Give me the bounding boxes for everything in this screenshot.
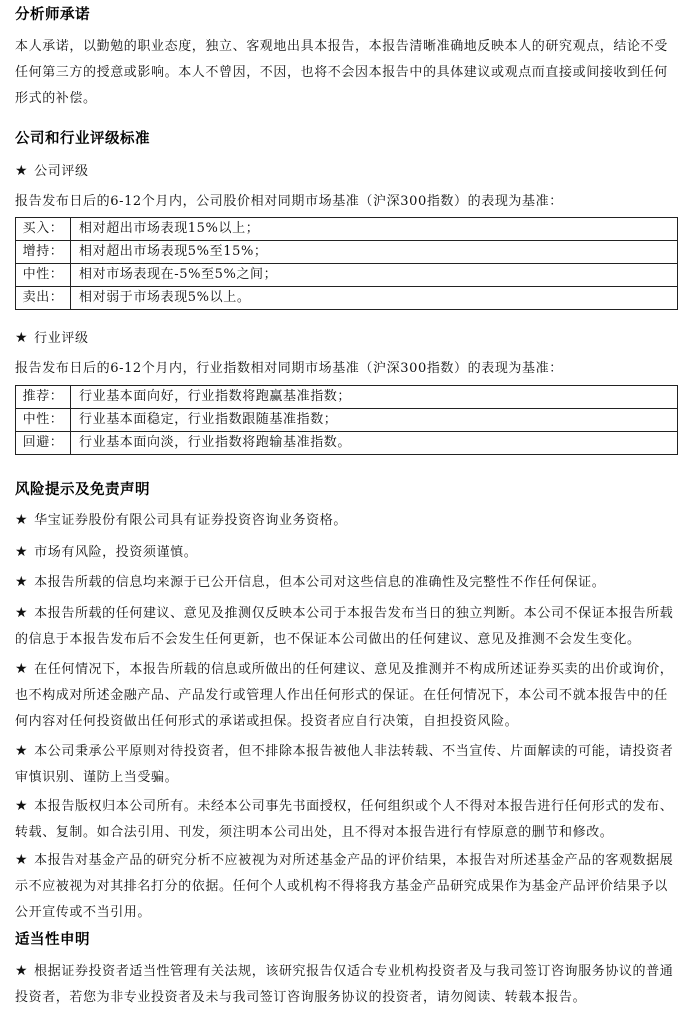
star-icon: ★ bbox=[15, 163, 29, 179]
disclaimer-item-text: 本报告所载的任何建议、意见及推测仅反映本公司于本报告发布当日的独立判断。本公司不保证本报告所载的信息于本报告发布后不会发生任何更新，也不保证本公司做出的任何建议、意见及推测不会发生变化。 bbox=[15, 606, 674, 647]
disclaimer-item bbox=[15, 847, 680, 926]
rating-desc: 相对弱于市场表现5%以上。 bbox=[71, 287, 678, 310]
company-rating-table bbox=[15, 217, 678, 310]
disclaimer-item-text: 在任何情况下，本报告所载的信息或所做出的任何建议、意见及推测并不构成所述证券买卖的出价或询价，也不构成对所述金融产品、产品发行或管理人作出任何形式的保证。在任何情况下，本公司不就本报告中的任何内容对任何投资做出任何形式的承诺或担保。投资者应自行决策，自担投资风险。 bbox=[15, 662, 674, 729]
rating-desc: 行业基本面稳定，行业指数跟随基准指数； bbox=[71, 409, 678, 432]
disclaimer-item bbox=[15, 738, 680, 791]
company-rating-subtitle-text: 公司评级 bbox=[34, 164, 89, 179]
company-rating-intro: 报告发布日后的6-12个月内，公司股价相对同期市场基准（沪深300指数）的表现为基准： bbox=[15, 194, 563, 209]
disclaimer-item-text: 本报告对基金产品的研究分析不应被视为对所述基金产品的评价结果，本报告对所述基金产品的客观数据展示不应被视为对其排名打分的依据。任何个人或机构不得将我方基金产品研究成果作为基金产品评价结果予以公开宣传或不当引用。 bbox=[15, 853, 674, 920]
rating-label: 推荐： bbox=[16, 386, 71, 409]
star-icon: ★ bbox=[15, 512, 29, 528]
disclaimer-item bbox=[15, 656, 680, 735]
rating-label: 中性： bbox=[16, 264, 71, 287]
table-row bbox=[16, 218, 678, 241]
analyst-pledge-body: 本人承诺，以勤勉的职业态度，独立、客观地出具本报告，本报告清晰准确地反映本人的研究观点，结论不受任何第三方的授意或影响。本人不曾因，不因，也将不会因本报告中的具体建议或观点而直接或间接收到任何形式的补偿。 bbox=[15, 39, 668, 106]
industry-rating-intro: 报告发布日后的6-12个月内，行业指数相对同期市场基准（沪深300指数）的表现为基准： bbox=[15, 361, 563, 376]
rating-desc: 相对超出市场表现15%以上； bbox=[71, 218, 678, 241]
disclaimer-item-text: 本报告所载的信息均来源于已公开信息，但本公司对这些信息的准确性及完整性不作任何保证。 bbox=[34, 575, 606, 590]
industry-rating-table bbox=[15, 385, 678, 455]
disclaimer-item bbox=[15, 539, 680, 566]
suitability-item bbox=[15, 958, 680, 1011]
disclaimer-item-text: 华宝证券股份有限公司具有证券投资咨询业务资格。 bbox=[34, 513, 347, 528]
table-row bbox=[16, 287, 678, 310]
disclaimer-item bbox=[15, 507, 680, 534]
rating-label: 回避： bbox=[16, 432, 71, 455]
table-row bbox=[16, 241, 678, 264]
section-title-analyst-pledge: 分析师承诺 bbox=[15, 7, 90, 23]
disclaimer-item bbox=[15, 793, 680, 846]
rating-label: 中性： bbox=[16, 409, 71, 432]
star-icon: ★ bbox=[15, 330, 29, 346]
industry-rating-subtitle-text: 行业评级 bbox=[34, 331, 89, 346]
table-row bbox=[16, 386, 678, 409]
star-icon: ★ bbox=[15, 852, 29, 868]
table-row bbox=[16, 409, 678, 432]
rating-desc: 相对市场表现在-5%至5%之间； bbox=[71, 264, 678, 287]
section-title-rating-standards: 公司和行业评级标准 bbox=[15, 131, 150, 147]
star-icon: ★ bbox=[15, 798, 29, 814]
disclaimer-item-text: 本公司秉承公平原则对待投资者，但不排除本报告被他人非法转载、不当宣传、片面解读的可能，请投资者审慎识别、谨防上当受骗。 bbox=[15, 744, 674, 785]
disclaimer-item bbox=[15, 569, 680, 596]
rating-desc: 行业基本面向好，行业指数将跑赢基准指数； bbox=[71, 386, 678, 409]
rating-label: 增持： bbox=[16, 241, 71, 264]
star-icon: ★ bbox=[15, 743, 29, 759]
rating-label: 买入： bbox=[16, 218, 71, 241]
star-icon: ★ bbox=[15, 544, 29, 560]
suitability-item-text: 根据证券投资者适当性管理有关法规，该研究报告仅适合专业机构投资者及与我司签订咨询服务协议的普通投资者，若您为非专业投资者及未与我司签订咨询服务协议的投资者，请勿阅读、转载本报告。 bbox=[15, 964, 674, 1005]
industry-rating-subtitle bbox=[15, 325, 89, 352]
table-row bbox=[16, 432, 678, 455]
rating-desc: 相对超出市场表现5%至15%； bbox=[71, 241, 678, 264]
disclaimer-item-text: 市场有风险，投资须谨慎。 bbox=[34, 545, 198, 560]
section-title-risk-disclaimer: 风险提示及免责声明 bbox=[15, 482, 150, 498]
star-icon: ★ bbox=[15, 605, 29, 621]
disclaimer-item-text: 本报告版权归本公司所有。未经本公司事先书面授权，任何组织或个人不得对本报告进行任何形式的发布、转载、复制。如合法引用、刊发，须注明本公司出处，且不得对本报告进行有悖原意的删节和修改。 bbox=[15, 799, 674, 840]
disclaimer-item bbox=[15, 600, 680, 653]
star-icon: ★ bbox=[15, 661, 29, 677]
section-title-suitability: 适当性申明 bbox=[15, 932, 90, 948]
table-row bbox=[16, 264, 678, 287]
company-rating-subtitle bbox=[15, 158, 89, 185]
star-icon: ★ bbox=[15, 963, 29, 979]
rating-desc: 行业基本面向淡，行业指数将跑输基准指数。 bbox=[71, 432, 678, 455]
rating-label: 卖出： bbox=[16, 287, 71, 310]
star-icon: ★ bbox=[15, 574, 29, 590]
